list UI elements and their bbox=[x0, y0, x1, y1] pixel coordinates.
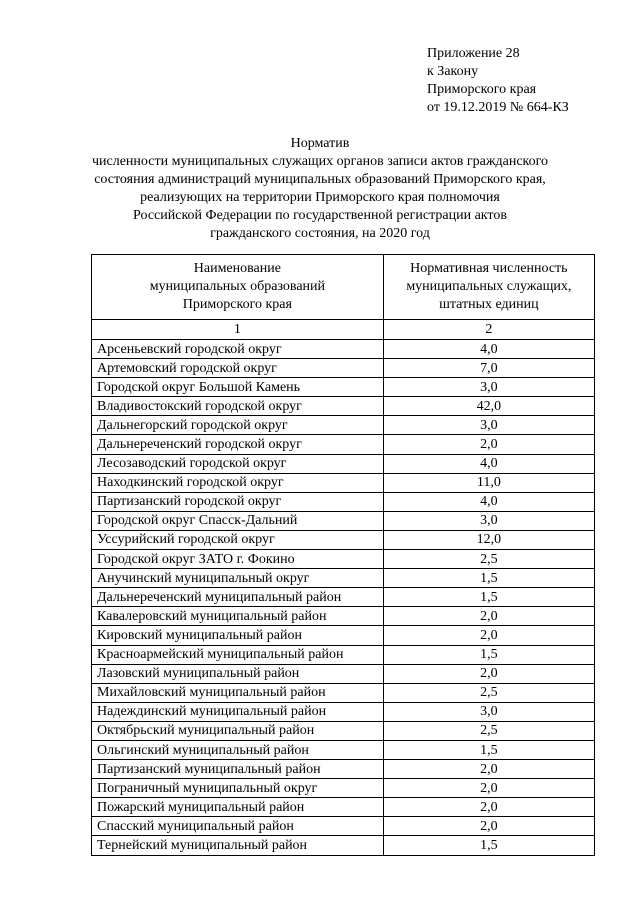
norm-value: 2,0 bbox=[383, 626, 594, 645]
municipality-name: Партизанский городской округ bbox=[92, 492, 384, 511]
norm-value: 1,5 bbox=[383, 569, 594, 588]
norm-value: 4,0 bbox=[383, 340, 594, 359]
header-line: Наименование bbox=[193, 261, 281, 276]
municipality-name: Городской округ Спасск-Дальний bbox=[92, 511, 384, 530]
norm-value: 11,0 bbox=[383, 473, 594, 492]
appendix-line: от 19.12.2019 № 664-КЗ bbox=[427, 100, 569, 115]
table-row bbox=[92, 779, 595, 798]
municipality-name: Октябрьский муниципальный район bbox=[92, 721, 384, 740]
municipality-name: Пограничный муниципальный округ bbox=[92, 779, 384, 798]
municipality-name: Спасский муниципальный район bbox=[92, 817, 384, 836]
title-line: гражданского состояния, на 2020 год bbox=[210, 226, 430, 241]
table-row bbox=[92, 569, 595, 588]
norm-value: 12,0 bbox=[383, 530, 594, 549]
title-line: численности муниципальных служащих органов записи актов гражданского bbox=[91, 154, 549, 169]
norm-value: 2,0 bbox=[383, 664, 594, 683]
title-line: реализующих на территории Приморского края полномочия bbox=[140, 190, 500, 205]
table-row bbox=[92, 626, 595, 645]
header-municipality bbox=[92, 255, 384, 320]
table-row bbox=[92, 397, 595, 416]
table-row bbox=[92, 340, 595, 359]
municipality-name: Находкинский городской округ bbox=[92, 473, 384, 492]
norm-value: 4,0 bbox=[383, 492, 594, 511]
header-line: муниципальных служащих, bbox=[406, 279, 572, 294]
norm-value: 2,0 bbox=[383, 760, 594, 779]
table-row bbox=[92, 530, 595, 549]
norm-value: 1,5 bbox=[383, 836, 594, 855]
header-line: штатных единиц bbox=[439, 297, 539, 312]
appendix-line: к Закону bbox=[427, 64, 479, 79]
norm-value: 42,0 bbox=[383, 397, 594, 416]
municipality-name: Красноармейский муниципальный район bbox=[92, 645, 384, 664]
municipality-name: Уссурийский городской округ bbox=[92, 530, 384, 549]
table-row bbox=[92, 435, 595, 454]
norm-value: 2,5 bbox=[383, 550, 594, 569]
column-number-row bbox=[92, 320, 595, 340]
header-line: Нормативная численность bbox=[410, 261, 568, 276]
norm-value: 2,0 bbox=[383, 798, 594, 817]
title-heading: Норматив bbox=[290, 136, 350, 151]
norm-value: 3,0 bbox=[383, 511, 594, 530]
document-title bbox=[80, 135, 560, 243]
appendix-block bbox=[427, 45, 569, 117]
norm-value: 7,0 bbox=[383, 359, 594, 378]
column-number: 2 bbox=[383, 320, 594, 340]
norm-value: 3,0 bbox=[383, 702, 594, 721]
appendix-line: Приложение 28 bbox=[427, 46, 520, 61]
municipality-name: Арсеньевский городской округ bbox=[92, 340, 384, 359]
header-line: муниципальных образований bbox=[149, 279, 326, 294]
municipality-name: Дальнереченский муниципальный район bbox=[92, 588, 384, 607]
norm-value: 2,5 bbox=[383, 721, 594, 740]
header-norm bbox=[383, 255, 594, 320]
municipality-name: Надеждинский муниципальный район bbox=[92, 702, 384, 721]
municipality-name: Кавалеровский муниципальный район bbox=[92, 607, 384, 626]
norm-value: 2,0 bbox=[383, 779, 594, 798]
municipality-name: Владивостокский городской округ bbox=[92, 397, 384, 416]
table-row bbox=[92, 664, 595, 683]
table-row bbox=[92, 817, 595, 836]
title-line: состояния администраций муниципальных образований Приморского края, bbox=[94, 172, 546, 187]
municipality-name: Дальнереченский городской округ bbox=[92, 435, 384, 454]
table-row bbox=[92, 416, 595, 435]
table-row bbox=[92, 492, 595, 511]
municipality-name: Дальнегорский городской округ bbox=[92, 416, 384, 435]
municipality-name: Кировский муниципальный район bbox=[92, 626, 384, 645]
municipality-name: Ольгинский муниципальный район bbox=[92, 740, 384, 759]
municipality-name: Лесозаводский городской округ bbox=[92, 454, 384, 473]
appendix-line: Приморского края bbox=[427, 82, 537, 97]
table-row bbox=[92, 798, 595, 817]
table-row bbox=[92, 378, 595, 397]
norm-value: 1,5 bbox=[383, 645, 594, 664]
norm-value: 1,5 bbox=[383, 740, 594, 759]
municipality-name: Лазовский муниципальный район bbox=[92, 664, 384, 683]
table-row bbox=[92, 760, 595, 779]
norm-value: 2,5 bbox=[383, 683, 594, 702]
table-row bbox=[92, 836, 595, 855]
table-row bbox=[92, 740, 595, 759]
municipality-name: Городской округ Большой Камень bbox=[92, 378, 384, 397]
header-line: Приморского края bbox=[182, 297, 292, 312]
table-row bbox=[92, 721, 595, 740]
norm-value: 2,0 bbox=[383, 607, 594, 626]
municipality-name: Партизанский муниципальный район bbox=[92, 760, 384, 779]
norm-value: 1,5 bbox=[383, 588, 594, 607]
table-row bbox=[92, 359, 595, 378]
table-row bbox=[92, 683, 595, 702]
municipality-name: Артемовский городской округ bbox=[92, 359, 384, 378]
norm-value: 3,0 bbox=[383, 378, 594, 397]
table-row bbox=[92, 645, 595, 664]
municipality-name: Тернейский муниципальный район bbox=[92, 836, 384, 855]
table-header-row bbox=[92, 255, 595, 320]
table-row bbox=[92, 588, 595, 607]
column-number: 1 bbox=[92, 320, 384, 340]
table-row bbox=[92, 550, 595, 569]
municipality-name: Анучинский муниципальный округ bbox=[92, 569, 384, 588]
norm-value: 2,0 bbox=[383, 435, 594, 454]
title-line: Российской Федерации по государственной регистрации актов bbox=[133, 208, 507, 223]
municipality-name: Пожарский муниципальный район bbox=[92, 798, 384, 817]
norm-value: 2,0 bbox=[383, 817, 594, 836]
table-row bbox=[92, 607, 595, 626]
municipality-name: Городской округ ЗАТО г. Фокино bbox=[92, 550, 384, 569]
norm-value: 4,0 bbox=[383, 454, 594, 473]
municipality-name: Михайловский муниципальный район bbox=[92, 683, 384, 702]
table-row bbox=[92, 454, 595, 473]
norm-value: 3,0 bbox=[383, 416, 594, 435]
table-row bbox=[92, 473, 595, 492]
norm-table bbox=[91, 254, 595, 856]
table-row bbox=[92, 511, 595, 530]
table-row bbox=[92, 702, 595, 721]
